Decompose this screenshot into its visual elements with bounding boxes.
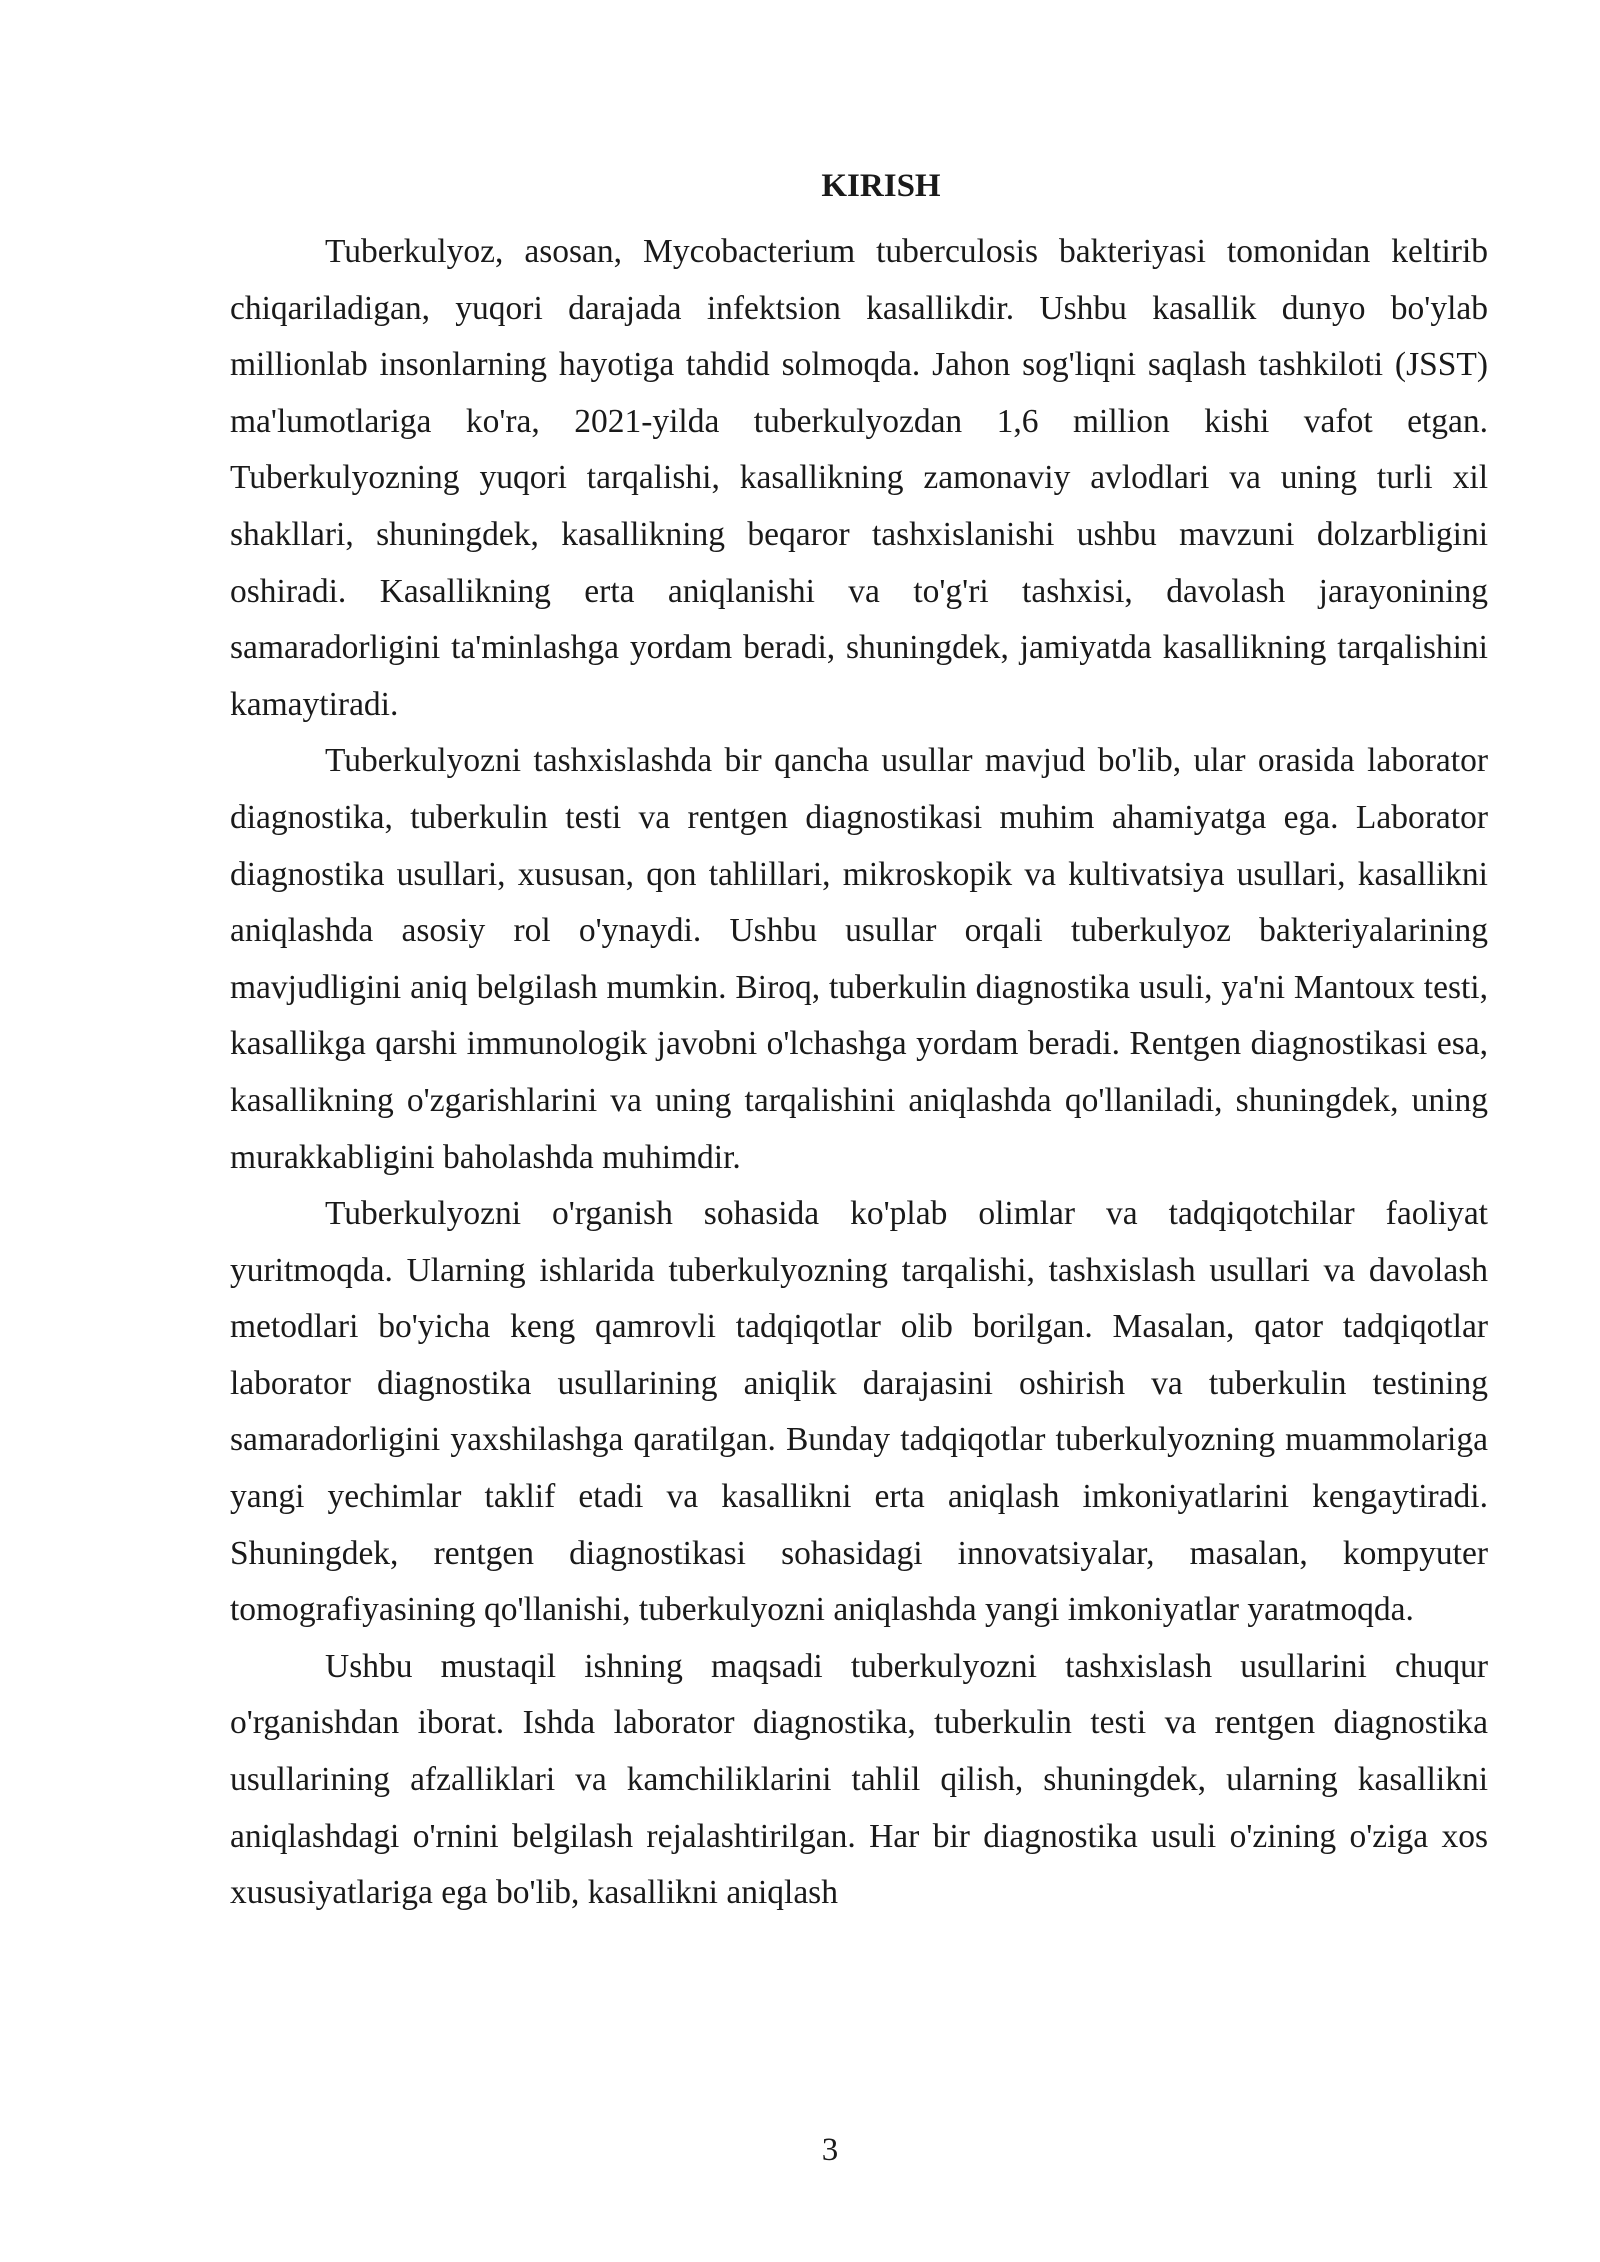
- section-heading: KIRISH: [821, 168, 941, 204]
- paragraph-1: Tuberkulyoz, asosan, Mycobacterium tuberculosis bakteriyasi tomonidan keltirib chiqariladigan, yuqori darajada infektsion kasallikdir. Ushbu kasallik dunyo bo'ylab millionlab insonlarning hayotiga tahdid solmoqda. Jahon sog'liqni saqlash tashkiloti (JSST) ma'lumotlariga ko'ra, 2021-yilda tuberkulyozdan 1,6 million kishi vafot etgan. Tuberkulyozning yuqori tarqalishi, kasallikning zamonaviy avlodlari va uning turli xil shakllari, shuningdek, kasallikning beqaror tashxislanishi ushbu mavzuni dolzarbligini oshiradi. Kasallikning erta aniqlanishi va to'g'ri tashxisi, davolash jarayonining samaradorligini ta'minlashga yordam beradi, shuningdek, jamiyatda kasallikning tarqalishini kamaytiradi.: [230, 233, 1488, 723]
- paragraph-4: Ushbu mustaqil ishning maqsadi tuberkulyozni tashxislash usullarini chuqur o'rganishdan iborat. Ishda laborator diagnostika, tuberkulin testi va rentgen diagnostika usullarining afzalliklari va kamchiliklarini tahlil qilish, shuningdek, ularning kasallikni aniqlashdagi o'rnini belgilash rejalashtirilgan. Har bir diagnostika usuli o'zining o'ziga xos xususiyatlariga ega bo'lib, kasallikni aniqlash: [230, 1647, 1488, 1912]
- paragraph-3: Tuberkulyozni o'rganish sohasida ko'plab olimlar va tadqiqotchilar faoliyat yuritmoqda. Ularning ishlarida tuberkulyozning tarqalishi, tashxislash usullari va davolash metodlari bo'yicha keng qamrovli tadqiqotlar olib borilgan. Masalan, qator tadqiqotlar laborator diagnostika usullarining aniqlik darajasini oshirish va tuberkulin testining samaradorligini yaxshilashga qaratilgan. Bunday tadqiqotlar tuberkulyozning muammolariga yangi yechimlar taklif etadi va kasallikni erta aniqlash imkoniyatlarini kengaytiradi. Shuningdek, rentgen diagnostikasi sohasidagi innovatsiyalar, masalan, kompyuter tomografiyasining qo'llanishi, tuberkulyozni aniqlashda yangi imkoniyatlar yaratmoqda.: [230, 1195, 1488, 1629]
- page-content: [230, 166, 1488, 1922]
- paragraph-2: Tuberkulyozni tashxislashda bir qancha usullar mavjud bo'lib, ular orasida laborator diagnostika, tuberkulin testi va rentgen diagnostikasi muhim ahamiyatga ega. Laborator diagnostika usullari, xususan, qon tahlillari, mikroskopik va kultivatsiya usullari, kasallikni aniqlashda asosiy rol o'ynaydi. Ushbu usullar orqali tuberkulyoz bakteriyalarining mavjudligini aniq belgilash mumkin. Biroq, tuberkulin diagnostika usuli, ya'ni Mantoux testi, kasallikga qarshi immunologik javobni o'lchashga yordam beradi. Rentgen diagnostikasi esa, kasallikning o'zgarishlarini va uning tarqalishini aniqlashda qo'llaniladi, shuningdek, uning murakkabligini baholashda muhimdir.: [230, 742, 1488, 1176]
- page-number: 3: [821, 2132, 839, 2168]
